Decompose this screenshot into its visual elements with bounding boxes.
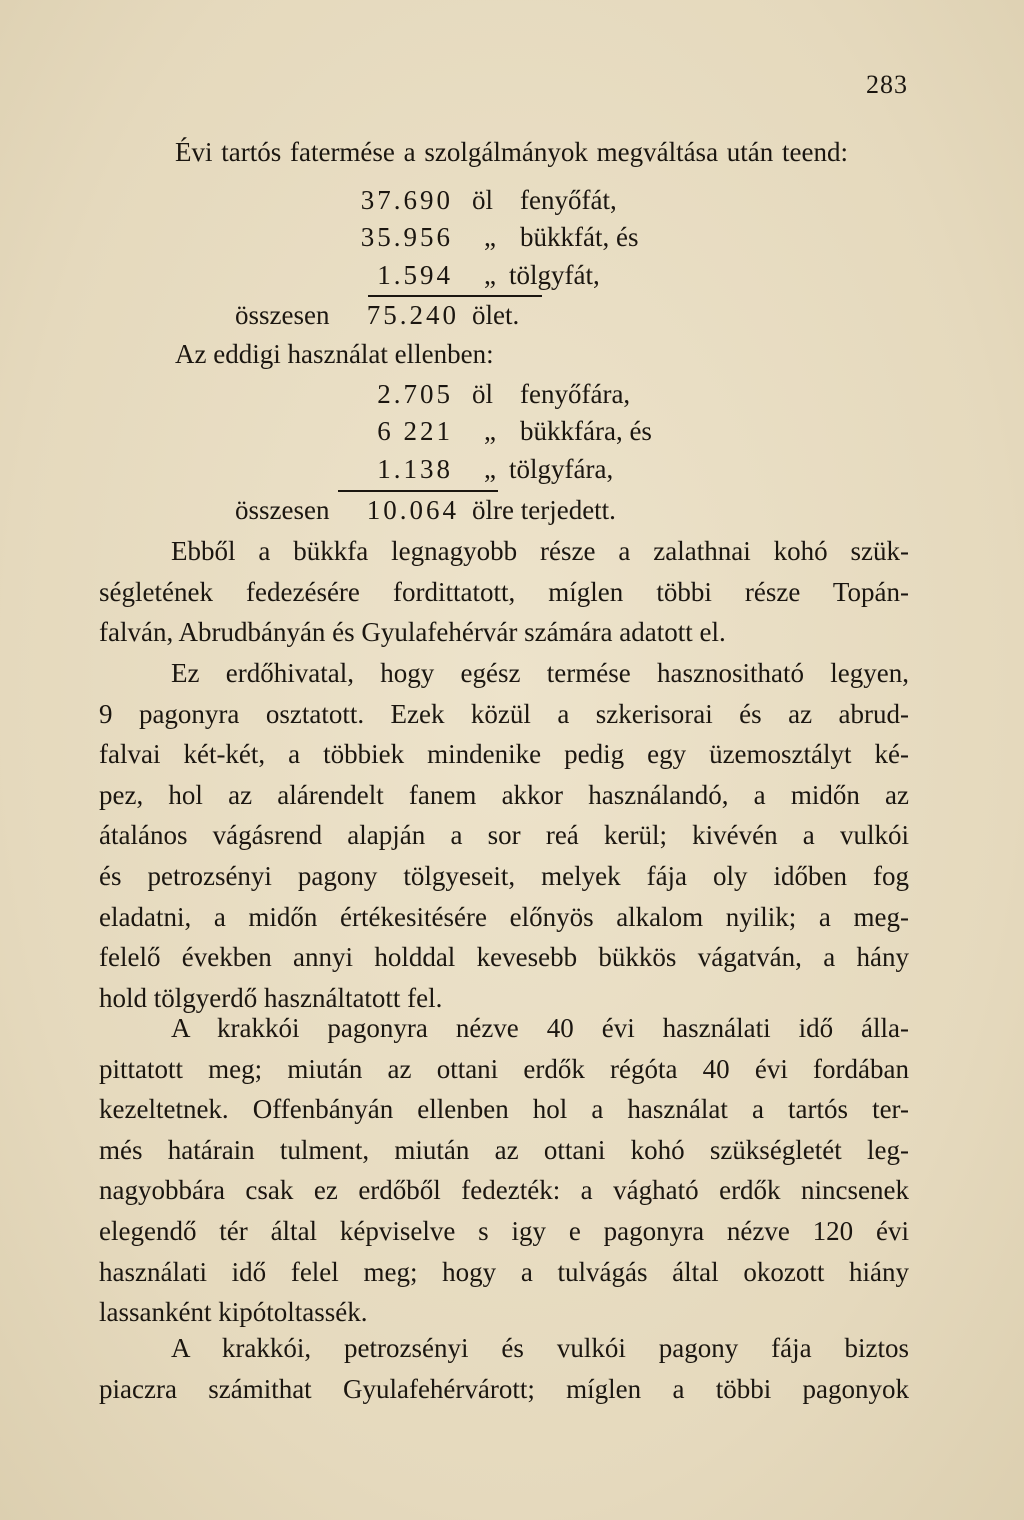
total-amount: 10.064 xyxy=(366,495,459,525)
text-line: hold tölgyerdő használtatott fel. xyxy=(99,982,443,1013)
text-line: 9 pagonyra osztatott. Ezek közül a szkerisorai és az abrud- xyxy=(99,698,909,729)
text-line: pittatott meg; miután az ottani erdők régóta 40 évi fordában xyxy=(99,1053,909,1084)
paragraph xyxy=(99,1008,909,1333)
section-heading: Évi tartós fatermése a szolgálmányok megváltása után teend: xyxy=(175,137,849,167)
sum-rule xyxy=(368,295,542,297)
unit-cell: öl xyxy=(472,185,494,215)
text-line: eladatni, a midőn értékesitésére előnyös alkalom nyilik; a meg- xyxy=(99,901,909,932)
paragraph xyxy=(99,653,909,1018)
item-cell: fenyőfát, xyxy=(520,185,617,215)
total-label: összesen xyxy=(235,300,330,330)
text-line: ségletének fedezésére fordittatott, míglen többi része Topán- xyxy=(99,576,909,607)
item-cell: tölgyfára, xyxy=(509,454,614,484)
total-label: összesen xyxy=(235,495,330,525)
page-number: 283 xyxy=(866,70,908,99)
text-line: és petrozsényi pagony tölgyeseit, melyek fája oly időben fog xyxy=(99,860,909,891)
subheading: Az eddigi használat ellenben: xyxy=(175,339,494,369)
amount-cell: 1.594 xyxy=(377,260,453,290)
amount-cell: 2.705 xyxy=(377,379,453,409)
unit-cell: „ xyxy=(484,416,496,446)
amount-cell: 6 221 xyxy=(377,416,453,446)
text-line: pez, hol az alárendelt fanem akkor használandó, a midőn az xyxy=(99,779,909,810)
text-line: nagyobbára csak ez erdőből fedezték: a vágható erdők nincsenek xyxy=(99,1175,909,1206)
text-line: elegendő tér által képviselve s igy e pagonyra nézve 120 évi xyxy=(99,1215,909,1246)
text-line: més határain tulment, miután az ottani kohó szükségletét leg- xyxy=(99,1134,909,1165)
text-line: átalános vágásrend alapján a sor reá kerül; kivévén a vulkói xyxy=(99,820,909,851)
total-item: ölre terjedett. xyxy=(472,495,616,525)
paragraph xyxy=(99,1328,909,1409)
paragraph xyxy=(99,531,909,653)
text-line: kezeltetnek. Offenbányán ellenben hol a használat a tartós ter- xyxy=(99,1094,909,1125)
text-line: A krakkói, petrozsényi és vulkói pagony fája biztos xyxy=(171,1333,909,1363)
unit-cell: öl xyxy=(472,379,494,409)
unit-cell: „ xyxy=(484,222,496,252)
item-cell: fenyőfára, xyxy=(520,379,631,409)
text-line: A krakkói pagonyra nézve 40 évi használati idő álla- xyxy=(171,1013,909,1043)
text-line: felelő években annyi holddal kevesebb bükkös vágatván, a hány xyxy=(99,942,909,973)
item-cell: bükkfát, és xyxy=(520,222,639,252)
amount-cell: 1.138 xyxy=(377,454,453,484)
text-line: lassanként kipótoltassék. xyxy=(99,1297,368,1328)
unit-cell: „ xyxy=(484,454,496,484)
text-line: Ebből a bükkfa legnagyobb része a zalathnai kohó szük- xyxy=(171,536,909,566)
total-item: ölet. xyxy=(472,300,520,330)
text-line: falván, Abrudbányán és Gyulafehérvár számára adatott el. xyxy=(99,617,726,648)
amount-cell: 35.956 xyxy=(360,222,453,252)
text-line: Ez erdőhivatal, hogy egész termése hasznositható legyen, xyxy=(171,658,909,688)
amount-cell: 37.690 xyxy=(360,185,453,215)
text-line: piaczra számithat Gyulafehérvárott; míglen a többi pagonyok xyxy=(99,1373,909,1404)
total-amount: 75.240 xyxy=(366,300,459,330)
sum-rule xyxy=(338,490,498,492)
unit-cell: „ xyxy=(484,260,496,290)
item-cell: tölgyfát, xyxy=(509,260,600,290)
text-line: használati idő felel meg; hogy a tulvágás által okozott hiány xyxy=(99,1256,909,1287)
text-line: falvai két-két, a többiek mindenike pedig egy üzemosztályt ké- xyxy=(99,739,909,770)
item-cell: bükkfára, és xyxy=(520,416,652,446)
